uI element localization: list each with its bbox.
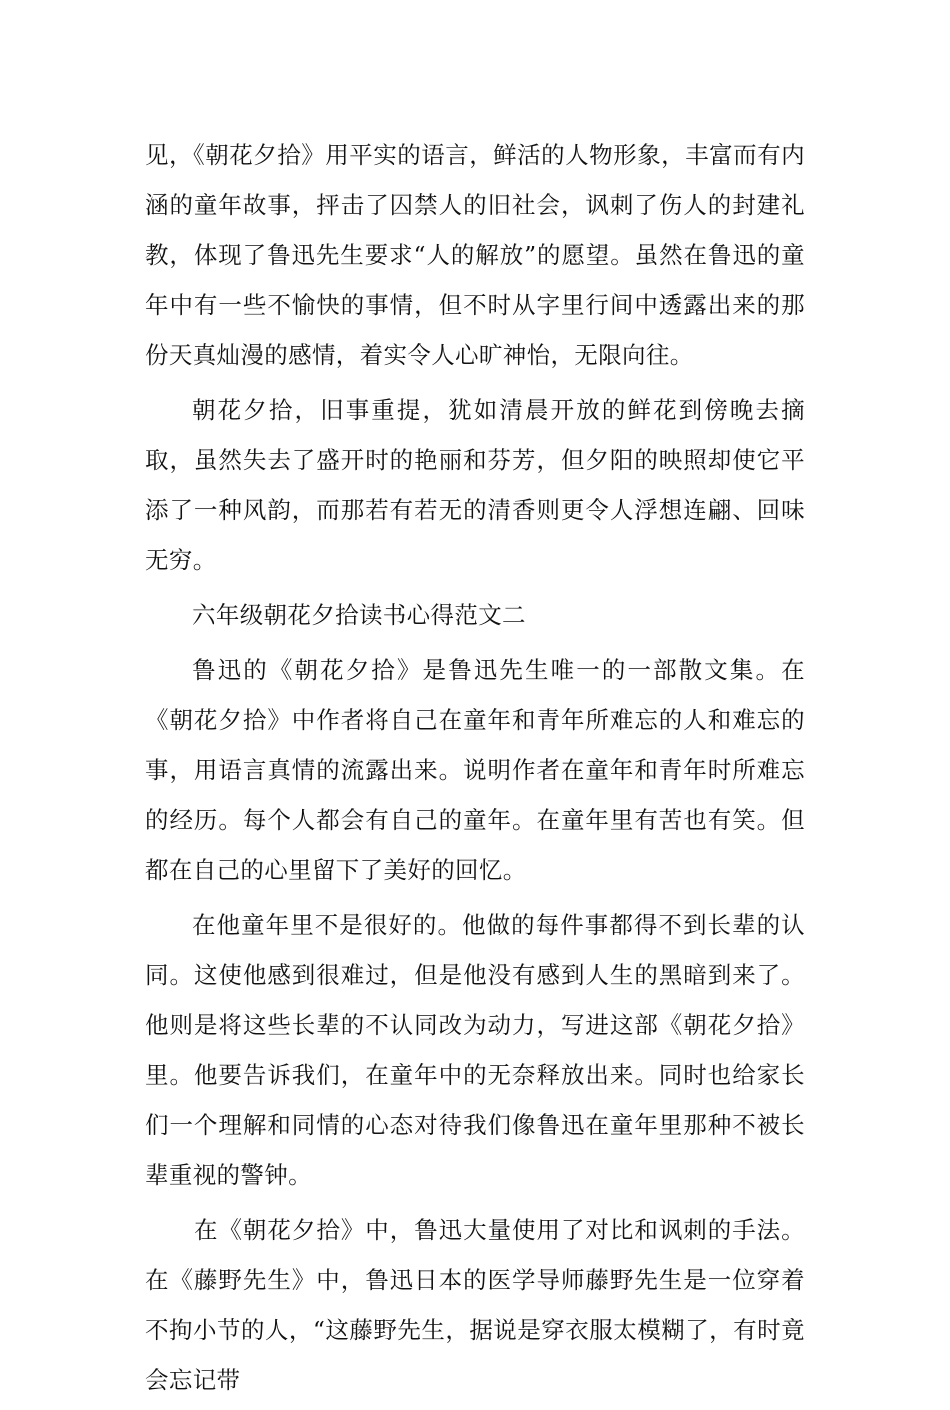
paragraph-childhood: 在他童年里不是很好的。他做的每件事都得不到长辈的认同。这使他感到很难过，但是他没有感到人生的黑暗到来了。他则是将这些长辈的不认同改为动力，写进这部《朝花夕拾》里。他要告诉我们，在童年中的无奈释放出来。同时也给家长们一个理解和同情的心态对待我们像鲁迅在童年里那种不被长辈重视的警钟。 [145,911,805,1189]
paragraph-continuation: 见，《朝花夕拾》用平实的语言，鲜活的人物形象，丰富而有内涵的童年故事，抨击了囚禁人的旧社会，讽刺了伤人的封建礼教，体现了鲁迅先生要求“人的解放”的愿望。虽然在鲁迅的童年中有一些不愉快的事情，但不时从字里行间中透露出来的那份天真灿漫的感情，着实令人心旷神怡，无限向往。 [145,141,805,369]
body-text [145,130,805,1410]
paragraph-contrast-satire: 在《朝花夕拾》中，鲁迅大量使用了对比和讽刺的手法。在《藤野先生》中，鲁迅日本的医学导师藤野先生是一位穿着不拘小节的人，“这藤野先生，据说是穿衣服太模糊了，有时竟会忘记带 [145,1216,805,1394]
section-heading: 六年级朝花夕拾读书心得范文二 [192,601,526,629]
paragraph-prose-collection: 鲁迅的《朝花夕拾》是鲁迅先生唯一的一部散文集。在《朝花夕拾》中作者将自己在童年和青年所难忘的人和难忘的事，用语言真情的流露出来。说明作者在童年和青年时所难忘的经历。每个人都会有自己的童年。在童年里有苦也有笑。但都在自己的心里留下了美好的回忆。 [145,656,805,884]
paragraph-morning-flowers: 朝花夕拾，旧事重提，犹如清晨开放的鲜花到傍晚去摘取，虽然失去了盛开时的艳丽和芬芳，但夕阳的映照却使它平添了一种风韵，而那若有若无的清香则更令人浮想连翩、回味无穷。 [145,396,805,574]
